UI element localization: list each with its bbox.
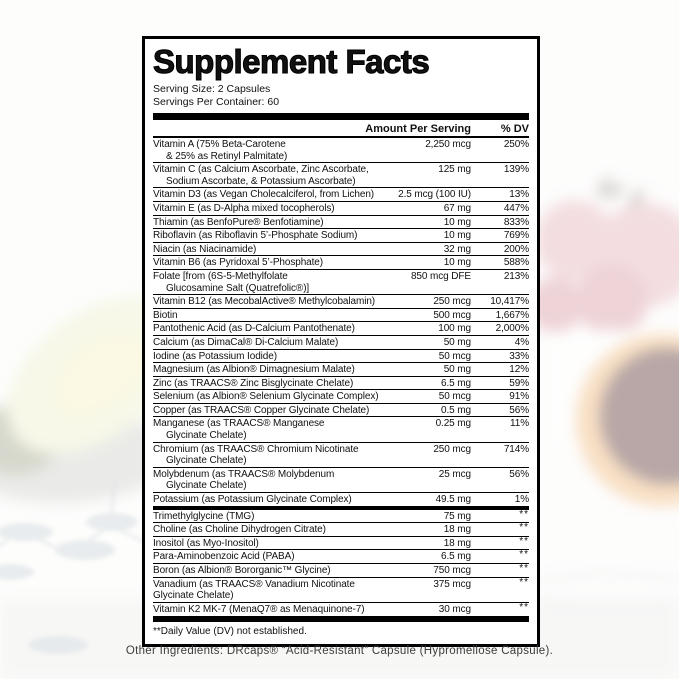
nutrient-dv: 833% — [503, 216, 529, 228]
nutrient-name: Vitamin B12 (as MecobalActive® Methylcobalamin) — [153, 296, 376, 308]
nutrient-dv: 139% — [503, 164, 529, 176]
nutrient-row — [153, 578, 529, 603]
nutrient-amount: 0.25 mg — [435, 418, 471, 430]
other-ingredients: Other Ingredients: DRcaps® “Acid-Resistant” Capsule (Hypromellose Capsule). — [125, 645, 554, 657]
nutrient-row-line — [153, 444, 529, 456]
nutrient-name: Riboflavin (as Riboflavin 5’-Phosphate Sodium) — [153, 230, 358, 242]
nutrient-amount: 50 mcg — [438, 391, 471, 403]
nutrient-row — [153, 404, 529, 418]
nutrient-row — [153, 270, 529, 295]
nutrients-section-vitamins-minerals — [153, 138, 529, 506]
nutrient-dv: ** — [519, 549, 529, 561]
servings-per-container: Servings Per Container: 60 — [153, 95, 280, 108]
nutrient-amount: 250 mcg — [433, 443, 471, 455]
nutrient-dv: 33% — [509, 350, 529, 362]
nutrient-name: Zinc (as TRAACS® Zinc Bisglycinate Chelate) — [153, 377, 354, 389]
nutrient-row-line — [153, 296, 529, 308]
nutrient-row-line — [153, 469, 529, 481]
nutrient-name: Choline (as Choline Dihydrogen Citrate) — [153, 524, 326, 536]
nutrient-amount: 250 mcg — [433, 296, 471, 308]
nutrient-dv: 250% — [503, 139, 529, 150]
nutrient-row — [153, 336, 529, 350]
nutrient-amount: 10 mg — [443, 230, 471, 242]
nutrient-amount: 100 mg — [438, 323, 471, 335]
nutrient-dv: ** — [519, 535, 529, 547]
nutrient-dv: 769% — [503, 230, 529, 242]
nutrient-dv: 11% — [510, 418, 529, 430]
nutrient-row — [153, 377, 529, 391]
nutrient-name-second-line: & 25% as Retinyl Palmitate) — [166, 150, 288, 162]
nutrient-dv: ** — [519, 508, 529, 520]
nutrient-row-line — [153, 310, 529, 322]
nutrient-name-second-line: Sodium Ascorbate, & Potassium Ascorbate) — [166, 175, 356, 187]
nutrient-row-line — [153, 551, 529, 563]
nutrient-name: Vitamin A (75% Beta-Carotene — [153, 139, 286, 150]
nutrient-amount: 500 mcg — [433, 309, 471, 321]
supplement-facts-label — [142, 36, 540, 647]
nutrient-amount: 49.5 mg — [435, 494, 471, 506]
nutrient-row-line — [153, 139, 529, 151]
nutrient-name: Selenium (as Albion® Selenium Glycinate Complex) — [153, 391, 379, 403]
nutrient-dv: ** — [519, 563, 529, 574]
nutrient-amount: 375 mcg — [433, 578, 471, 590]
nutrient-name: Para-Aminobenzoic Acid (PABA) — [153, 551, 295, 563]
nutrient-name-second-line: Glycinate Chelate) — [166, 430, 247, 442]
nutrient-name: Vitamin C (as Calcium Ascorbate, Zinc Ascorbate, — [153, 164, 369, 176]
nutrient-name: Trimethylglycine (TMG) — [153, 510, 255, 522]
nutrient-row — [153, 309, 529, 323]
nutrient-amount: 50 mg — [443, 336, 471, 348]
nutrient-row-line — [153, 378, 529, 390]
label-title: Supplement Facts — [153, 43, 430, 80]
nutrient-row-line — [153, 391, 529, 403]
nutrient-dv: 714% — [503, 443, 529, 455]
nutrient-row — [153, 550, 529, 564]
dv-footnote: **Daily Value (DV) not established. — [153, 626, 307, 638]
nutrient-row-line — [153, 203, 529, 215]
nutrient-row — [153, 229, 529, 243]
nutrient-row-line — [153, 565, 529, 577]
nutrient-name-second-line: Glucosamine Salt (Quatrefolic®)] — [166, 282, 310, 294]
nutrient-dv: 447% — [503, 202, 529, 214]
nutrient-amount: 2,250 mcg — [425, 139, 471, 150]
nutrient-row — [153, 523, 529, 537]
nutrient-amount: 75 mg — [443, 510, 471, 522]
nutrient-dv: 56% — [509, 404, 529, 416]
nutrient-amount: 6.5 mg — [441, 551, 471, 563]
nutrient-name: Biotin — [153, 309, 178, 321]
nutrient-amount: 18 mg — [443, 537, 471, 549]
nutrient-row — [153, 603, 529, 616]
top-divider-bar — [153, 113, 529, 120]
nutrient-name: Copper (as TRAACS® Copper Glycinate Chelate) — [153, 404, 370, 416]
nutrient-row-line — [153, 323, 529, 335]
nutrient-row-line — [153, 257, 529, 269]
nutrient-amount: 125 mg — [438, 164, 471, 176]
nutrient-row — [153, 163, 529, 188]
nutrient-amount: 0.5 mg — [441, 404, 471, 416]
nutrient-row-line — [153, 217, 529, 229]
nutrient-dv: 2,000% — [495, 323, 529, 335]
nutrient-row — [153, 537, 529, 551]
nutrient-row-line — [153, 405, 529, 417]
nutrient-dv: 59% — [509, 377, 529, 389]
nutrient-name-second-line: Glycinate Chelate) — [153, 590, 234, 602]
nutrient-row — [153, 350, 529, 364]
nutrient-row-line — [153, 576, 529, 591]
nutrient-name: Boron (as Albion® Bororganic™ Glycine) — [153, 565, 331, 576]
nutrient-dv: 588% — [503, 257, 529, 269]
nutrient-name: Thiamin (as BenfoPure® Benfotiamine) — [153, 216, 324, 228]
nutrient-name: Manganese (as TRAACS® Manganese — [153, 418, 325, 430]
nutrient-name: Pantothenic Acid (as D-Calcium Pantothenate) — [153, 323, 355, 335]
nutrient-name: Molybdenum (as TRAACS® Molybdenum — [153, 468, 335, 480]
nutrient-row — [153, 243, 529, 257]
nutrient-row-line — [153, 351, 529, 363]
nutrient-name: Vitamin B6 (as Pyridoxal 5’-Phosphate) — [153, 257, 323, 269]
nutrient-row-line — [153, 230, 529, 242]
nutrient-name: Chromium (as TRAACS® Chromium Nicotinate — [153, 443, 359, 455]
nutrient-row — [153, 390, 529, 404]
nutrient-row — [153, 564, 529, 578]
nutrient-amount: 25 mcg — [438, 468, 471, 480]
nutrient-name: Iodine (as Potassium Iodide) — [153, 350, 277, 362]
nutrient-row-line — [153, 601, 529, 616]
nutrient-row — [153, 363, 529, 377]
nutrient-dv: 10,417% — [490, 296, 529, 308]
nutrients-section-other-compounds — [153, 510, 529, 616]
nutrient-dv: 1% — [514, 494, 529, 506]
serving-size: Serving Size: 2 Capsules — [153, 83, 271, 95]
nutrient-row — [153, 295, 529, 309]
nutrient-row — [153, 256, 529, 270]
nutrient-amount: 50 mcg — [438, 350, 471, 362]
nutrient-dv: 13% — [509, 189, 529, 201]
nutrient-row — [153, 510, 529, 524]
nutrient-dv: 91% — [509, 391, 529, 403]
nutrient-dv: ** — [519, 522, 529, 534]
nutrient-row-line — [153, 164, 529, 176]
column-header-dv: % DV — [500, 123, 529, 135]
nutrient-row — [153, 322, 529, 336]
nutrient-row — [153, 468, 529, 493]
nutrient-amount: 50 mg — [443, 364, 471, 376]
nutrient-dv: 4% — [514, 336, 529, 348]
nutrient-row — [153, 216, 529, 230]
nutrient-name: Vitamin K2 MK-7 (MenaQ7® as Menaquinone-7) — [153, 603, 365, 615]
nutrient-amount: 2.5 mcg (100 IU) — [398, 189, 471, 201]
nutrient-name-second-line: Glycinate Chelate) — [166, 480, 247, 492]
nutrient-name: Magnesium (as Albion® Dimagnesium Malate) — [153, 364, 355, 376]
nutrient-dv: ** — [519, 601, 529, 613]
nutrient-amount: 850 mcg DFE — [410, 270, 471, 282]
nutrient-name: Vitamin D3 (as Vegan Cholecalciferol, from Lichen) — [153, 189, 375, 201]
nutrient-name: Niacin (as Niacinamide) — [153, 243, 257, 255]
nutrient-amount: 10 mg — [443, 216, 471, 228]
nutrient-dv: ** — [519, 576, 529, 588]
nutrient-row — [153, 493, 529, 506]
nutrient-dv: 1,667% — [495, 309, 529, 321]
nutrient-amount: 67 mg — [443, 202, 471, 214]
nutrient-row — [153, 188, 529, 202]
nutrient-dv: 12% — [509, 364, 529, 376]
nutrient-amount: 750 mcg — [433, 565, 471, 576]
nutrient-name: Vanadium (as TRAACS® Vanadium Nicotinate — [153, 578, 355, 590]
nutrient-row-line — [153, 508, 529, 523]
nutrient-dv: 56% — [509, 468, 529, 480]
nutrient-amount: 30 mcg — [438, 603, 471, 615]
nutrient-row — [153, 417, 529, 442]
nutrient-row — [153, 138, 529, 163]
nutrient-row — [153, 202, 529, 216]
nutrient-dv: 200% — [503, 243, 529, 255]
nutrient-row-line — [153, 524, 529, 536]
nutrient-row-line — [153, 364, 529, 376]
nutrient-row-line — [153, 535, 529, 550]
column-header-row — [153, 120, 529, 138]
nutrient-row-line — [153, 337, 529, 349]
nutrient-name: Calcium (as DimaCal® Di-Calcium Malate) — [153, 336, 339, 348]
nutrient-row-line — [153, 189, 529, 201]
nutrient-amount: 18 mg — [443, 524, 471, 536]
nutrient-row-line — [153, 271, 529, 283]
nutrient-name: Inositol (as Myo-Inositol) — [153, 537, 259, 549]
nutrient-dv: 213% — [503, 270, 529, 282]
nutrient-amount: 6.5 mg — [441, 377, 471, 389]
column-header-amount: Amount Per Serving — [365, 123, 471, 135]
nutrient-row — [153, 443, 529, 468]
nutrient-name: Vitamin E (as D-Alpha mixed tocopherols) — [153, 202, 335, 214]
nutrient-name-second-line: Glycinate Chelate) — [166, 455, 247, 467]
nutrient-amount: 32 mg — [443, 243, 471, 255]
nutrient-amount: 10 mg — [443, 257, 471, 269]
nutrient-row-line — [153, 244, 529, 256]
nutrient-name: Potassium (as Potassium Glycinate Complex) — [153, 494, 352, 506]
nutrient-row-line — [153, 494, 529, 506]
nutrient-row-line — [153, 418, 529, 430]
nutrient-name: Folate [from (6S-5-Methylfolate — [153, 270, 288, 282]
